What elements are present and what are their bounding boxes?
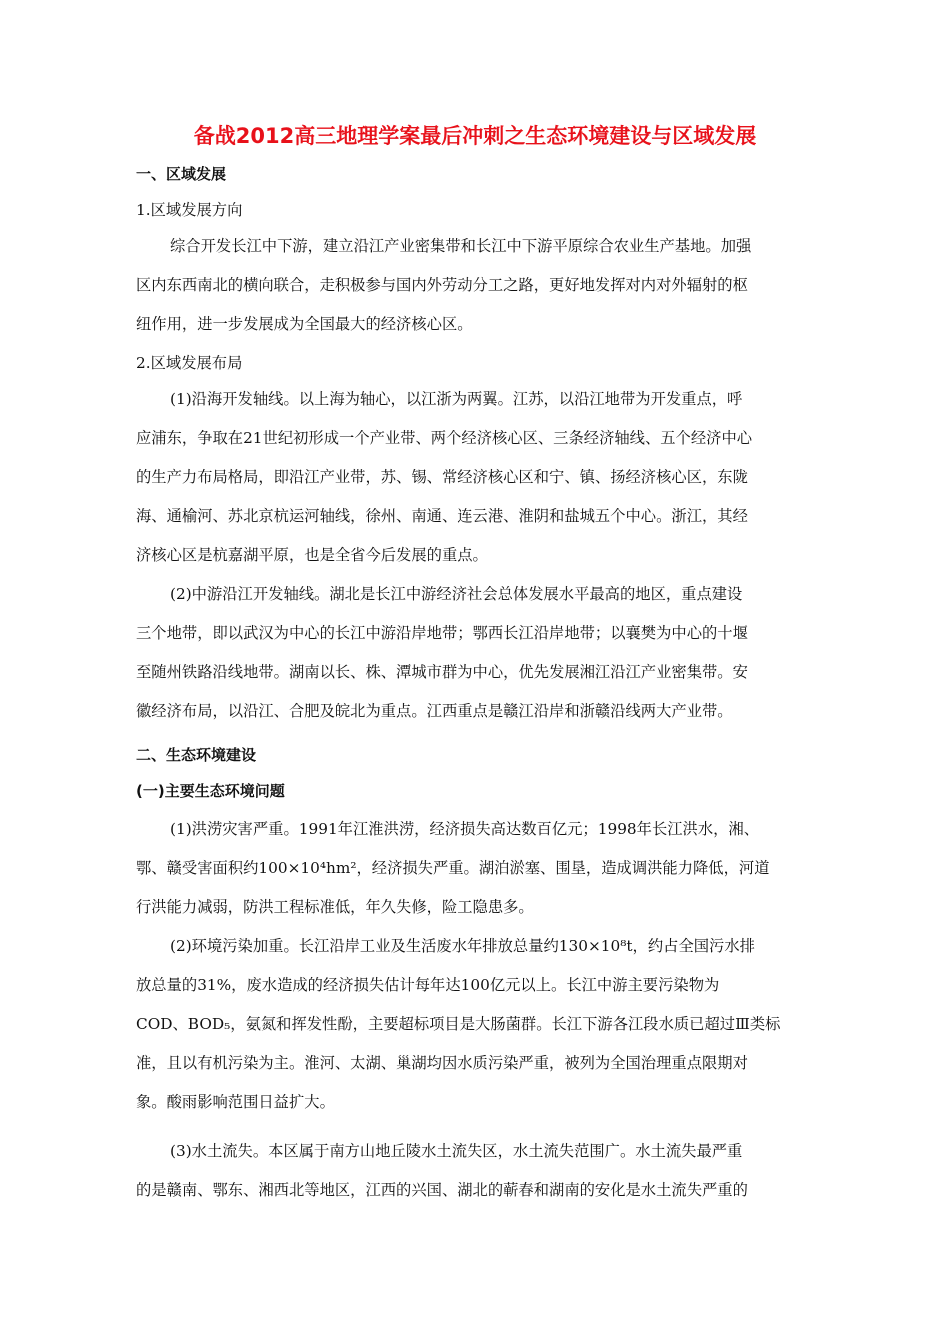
paragraph-line: (3)水土流失。本区属于南方山地丘陵水土流失区，水土流失范围广。水土流失最严重	[170, 1142, 743, 1160]
subheading-main-problems: (一)主要生态环境问题	[136, 782, 285, 800]
paragraph-line: 的生产力布局格局，即沿江产业带，苏、锡、常经济核心区和宁、镇、扬经济核心区，东陇	[136, 468, 748, 486]
paragraph-line: 的是赣南、鄂东、湘西北等地区，江西的兴国、湖北的蕲春和湖南的安化是水土流失严重的	[136, 1181, 748, 1199]
paragraph-line: COD、BOD₅，氨氮和挥发性酚，主要超标项目是大肠菌群。长江下游各江段水质已超过Ⅲ类标	[136, 1015, 781, 1033]
paragraph-line: 徽经济布局，以沿江、合肥及皖北为重点。江西重点是赣江沿岸和浙赣沿线两大产业带。	[136, 702, 733, 720]
subheading-text: 2.区域发展布局	[136, 354, 243, 372]
paragraph-line: 综合开发长江中下游，建立沿江产业密集带和长江中下游平原综合农业生产基地。加强	[170, 237, 752, 255]
document-title: 备战2012高三地理学案最后冲刺之生态环境建设与区域发展	[193, 124, 757, 148]
paragraph-line: 海、通榆河、苏北京杭运河轴线，徐州、南通、连云港、淮阴和盐城五个中心。浙江，其经	[136, 507, 748, 525]
section-heading-ecological-construction: 二、生态环境建设	[136, 746, 257, 764]
paragraph-line: 济核心区是杭嘉湖平原，也是全省今后发展的重点。	[136, 546, 488, 564]
paragraph-line: 至随州铁路沿线地带。湖南以长、株、潭城市群为中心，优先发展湘江沿江产业密集带。安	[136, 663, 748, 681]
paragraph-line: 象。酸雨影响范围日益扩大。	[136, 1093, 335, 1111]
paragraph-line: 三个地带，即以武汉为中心的长江中游沿岸地带；鄂西长江沿岸地带；以襄樊为中心的十堰	[136, 624, 748, 642]
paragraph-line: 应浦东，争取在21世纪初形成一个产业带、两个经济核心区、三条经济轴线、五个经济中心	[136, 429, 753, 447]
paragraph-line: (1)沿海开发轴线。以上海为轴心，以江浙为两翼。江苏，以沿江地带为开发重点，呼	[170, 390, 743, 408]
paragraph-line: (2)环境污染加重。长江沿岸工业及生活废水年排放总量约130×10⁸t，约占全国污水排	[170, 937, 755, 955]
paragraph-line: 纽作用，进一步发展成为全国最大的经济核心区。	[136, 315, 473, 333]
paragraph-line: (1)洪涝灾害严重。1991年江淮洪涝，经济损失高达数百亿元；1998年长江洪水，湘、	[170, 820, 760, 838]
paragraph-line: 行洪能力减弱，防洪工程标准低，年久失修，险工隐患多。	[136, 898, 534, 916]
paragraph-line: 鄂、赣受害面积约100×10⁴hm²，经济损失严重。湖泊淤塞、围垦，造成调洪能力降低，河道	[136, 859, 770, 877]
paragraph-line: 区内东西南北的横向联合，走积极参与国内外劳动分工之路，更好地发挥对内对外辐射的枢	[136, 276, 748, 294]
paragraph-line: 准，且以有机污染为主。淮河、太湖、巢湖均因水质污染严重，被列为全国治理重点限期对	[136, 1054, 748, 1072]
paragraph-line: 放总量的31%，废水造成的经济损失估计每年达100亿元以上。长江中游主要污染物为	[136, 976, 720, 994]
section-heading-regional-development: 一、区域发展	[136, 165, 227, 183]
paragraph-line: (2)中游沿江开发轴线。湖北是长江中游经济社会总体发展水平最高的地区，重点建设	[170, 585, 743, 603]
subheading-text: 1.区域发展方向	[136, 201, 243, 219]
